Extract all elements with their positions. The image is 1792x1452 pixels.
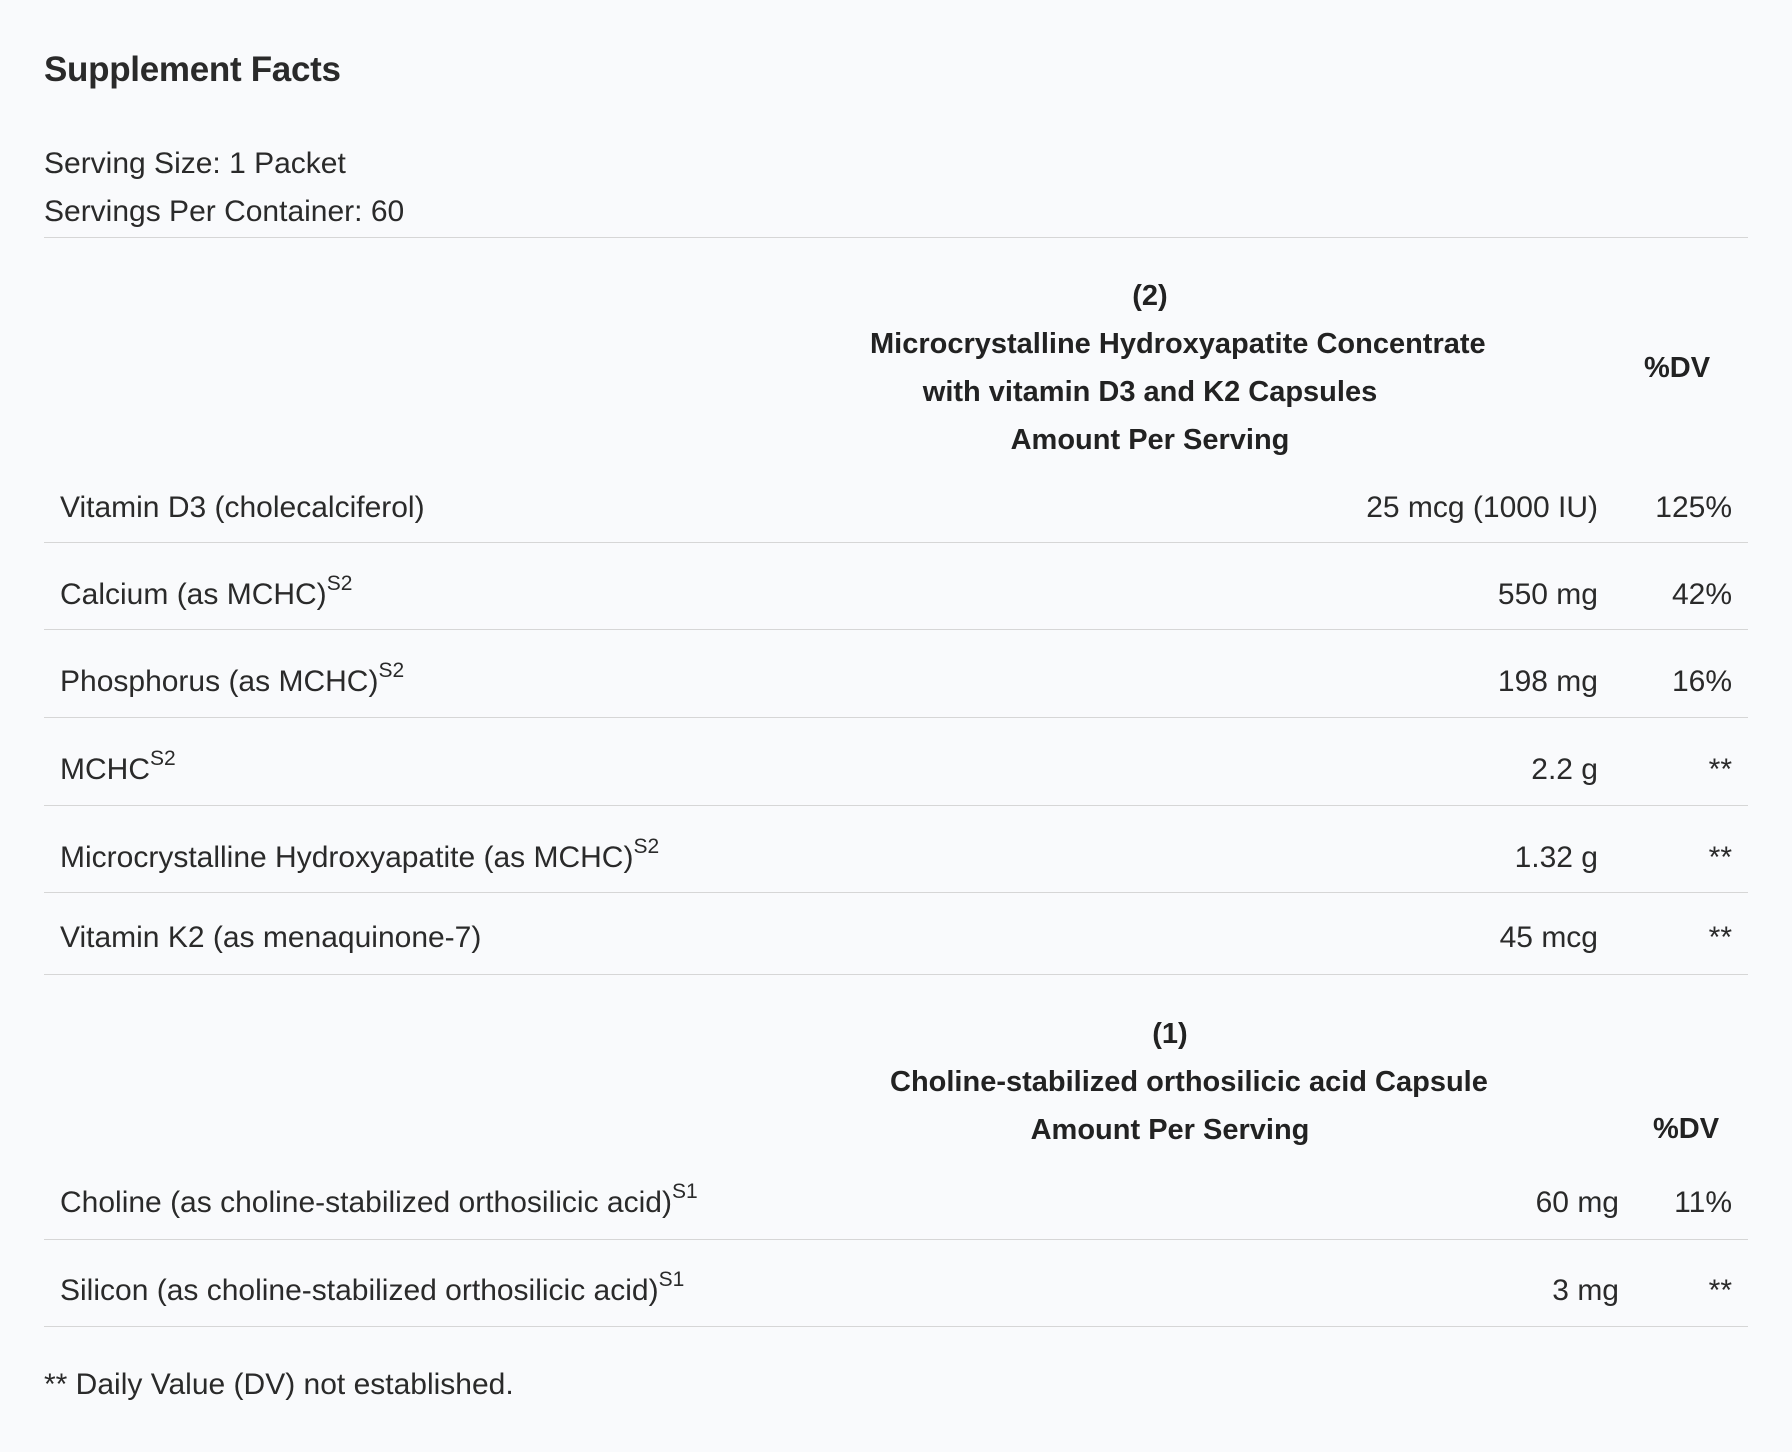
nutrient-dv: **: [1708, 841, 1732, 874]
row-divider: [44, 1326, 1748, 1327]
section2-dv-header: %DV: [1653, 1113, 1720, 1145]
table-row: [44, 1178, 1748, 1234]
footnote-marker: S2: [150, 747, 176, 770]
nutrient-label: Microcrystalline Hydroxyapatite (as MCHC): [60, 841, 634, 874]
nutrient-name: [60, 1268, 685, 1308]
nutrient-amount: 2.2 g: [1531, 753, 1598, 786]
table-row: [44, 745, 1748, 801]
row-divider: [44, 805, 1748, 806]
nutrient-label: Silicon (as choline-stabilized orthosilicic acid): [60, 1274, 659, 1307]
nutrient-name: [60, 572, 353, 612]
nutrient-name: [60, 659, 405, 699]
table-row: [44, 483, 1748, 539]
footnote-marker: S1: [671, 1180, 698, 1203]
page-title: Supplement Facts: [44, 50, 341, 89]
nutrient-amount: 550 mg: [1497, 578, 1598, 611]
section1-product-line2: with vitamin D3 and K2 Capsules: [922, 376, 1378, 408]
nutrient-amount: 3 mg: [1552, 1274, 1619, 1307]
nutrient-amount: 1.32 g: [1514, 841, 1598, 874]
nutrient-dv: **: [1708, 1274, 1732, 1307]
section1-product-line1: Microcrystalline Hydroxyapatite Concentrate: [870, 328, 1486, 360]
nutrient-label: Calcium (as MCHC): [60, 578, 327, 611]
section1-header: [870, 272, 1486, 464]
section2-product-line1: Choline-stabilized orthosilicic acid Capsule: [890, 1066, 1488, 1098]
row-divider: [44, 629, 1748, 630]
nutrient-label: Choline (as choline-stabilized orthosilicic acid): [60, 1186, 672, 1219]
section1-amount-label: Amount Per Serving: [1010, 424, 1290, 456]
row-divider: [44, 717, 1748, 718]
nutrient-name: [60, 1180, 698, 1220]
nutrient-name: [60, 491, 425, 525]
footnote: ** Daily Value (DV) not established.: [44, 1368, 514, 1401]
section1-dv-header: %DV: [1644, 352, 1711, 384]
table-row: [44, 570, 1748, 626]
section-divider: [44, 974, 1748, 975]
nutrient-label: MCHC: [60, 753, 150, 786]
section2-amount-label: Amount Per Serving: [1030, 1114, 1310, 1146]
section1-count: (2): [1132, 280, 1168, 312]
nutrient-name: [60, 921, 481, 955]
footnote-marker: S1: [658, 1268, 685, 1291]
table-row: [44, 657, 1748, 713]
row-divider: [44, 892, 1748, 893]
nutrient-amount: 60 mg: [1535, 1186, 1619, 1219]
nutrient-name: [60, 747, 176, 787]
nutrient-label: Vitamin D3 (cholecalciferol): [60, 491, 425, 524]
table-row: [44, 1266, 1748, 1322]
nutrient-dv: **: [1708, 753, 1732, 786]
nutrient-dv: 11%: [1674, 1186, 1732, 1219]
footnote-marker: S2: [326, 572, 353, 595]
serving-size: Serving Size: 1 Packet: [44, 147, 346, 180]
divider: [44, 237, 1748, 238]
table-row: [44, 913, 1748, 969]
nutrient-amount: 25 mcg (1000 IU): [1366, 491, 1598, 524]
section2-count: (1): [1152, 1018, 1188, 1050]
nutrient-amount: 198 mg: [1497, 665, 1598, 698]
table-row: [44, 833, 1748, 889]
nutrient-label: Vitamin K2 (as menaquinone-7): [60, 921, 482, 954]
nutrient-name: [60, 835, 660, 875]
servings-per-container: Servings Per Container: 60: [44, 195, 405, 228]
footnote-marker: S2: [378, 659, 405, 682]
nutrient-dv: **: [1708, 921, 1732, 954]
nutrient-dv: 16%: [1671, 665, 1732, 698]
nutrient-dv: 42%: [1671, 578, 1732, 611]
row-divider: [44, 542, 1748, 543]
row-divider: [44, 1239, 1748, 1240]
nutrient-amount: 45 mcg: [1499, 921, 1598, 954]
section2-header: [890, 1010, 1488, 1154]
nutrient-label: Phosphorus (as MCHC): [60, 665, 379, 698]
nutrient-dv: 125%: [1655, 491, 1732, 524]
footnote-marker: S2: [633, 835, 660, 858]
